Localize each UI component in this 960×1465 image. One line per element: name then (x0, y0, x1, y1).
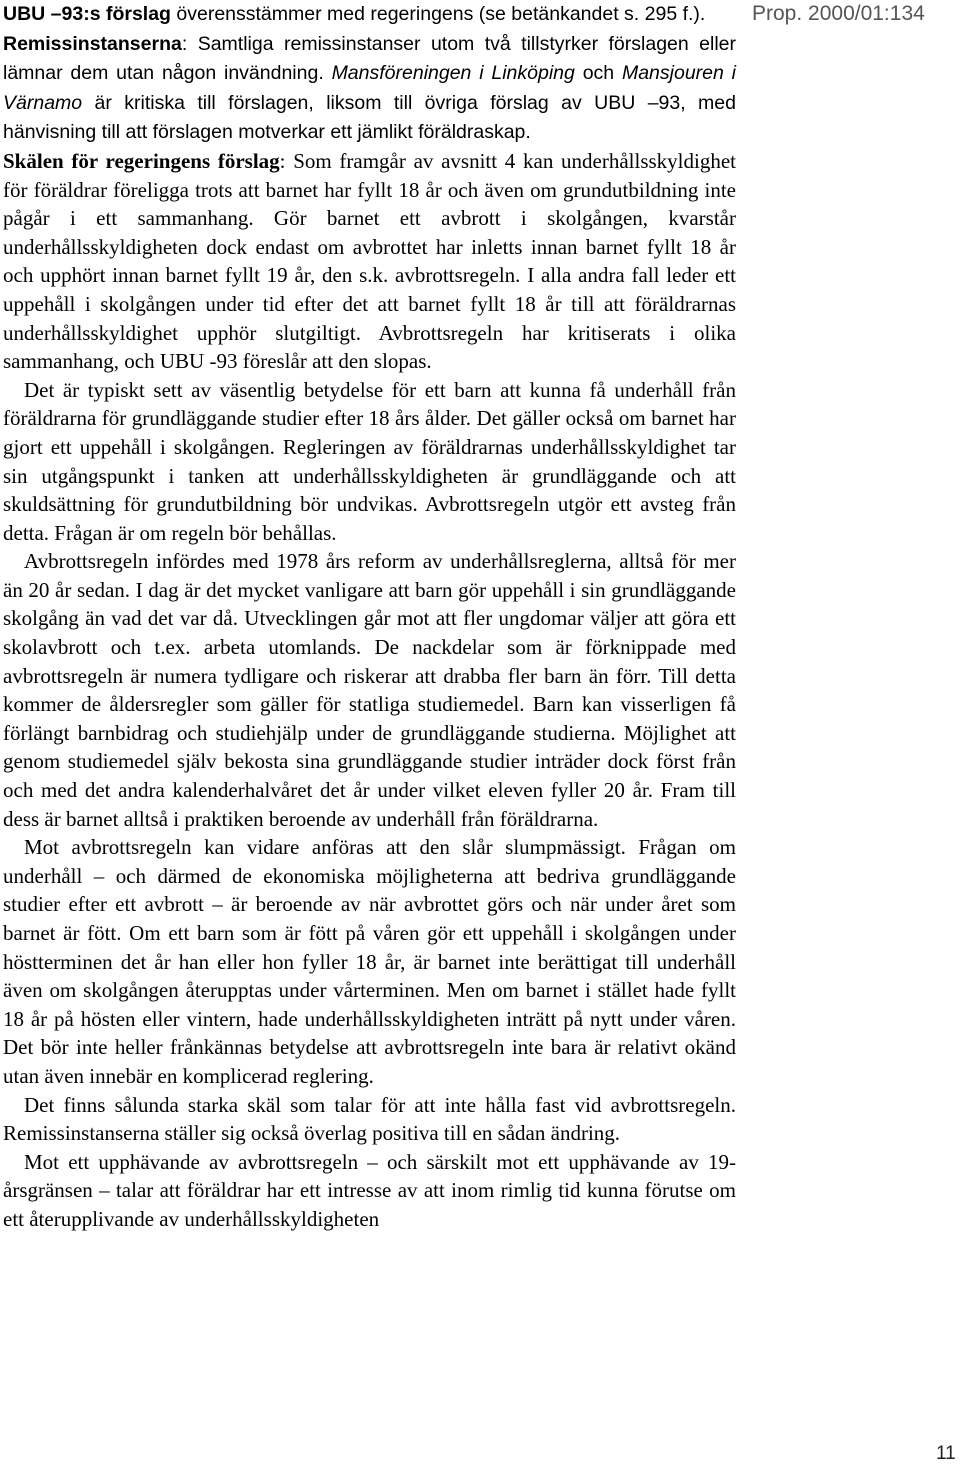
paragraph-p3 (3, 147, 736, 376)
text-run: Det finns sålunda starka skäl som talar för att inte hålla fast vid avbrottsregeln. Remissinstanserna ställer sig också överlag positiva till en sådan ändring. (3, 1092, 736, 1146)
italic-text-run: Mansjouren i Värnamo (3, 62, 737, 114)
italic-text-run: Mansföreningen i Linköping (331, 62, 575, 85)
paragraph-p4 (3, 376, 736, 548)
text-run: är kritiska till förslagen, liksom till övriga förslag av UBU –93, med hänvisning till att förslagen motverkar ett jämlikt föräldraskap. (3, 91, 736, 144)
text-run: Avbrottsregeln infördes med 1978 års reform av underhållsreglerna, alltså för mer än 20 år sedan. I dag är det mycket vanligare att barn gör uppehåll i sin grundläggande skolgång än vad det var då. Utvecklingen går mot att fler ungdomar väljer att göra ett skolavbrott och t.ex. arbeta utomlands. De nackdelar som är förknippade med avbrottsregeln är numera tydligare och riskerar att drabba fler barn än förr. Till detta kommer de åldersregler som gäller för statliga studiemedel. Barn kan visserligen få förlängt barnbidrag och studiehjälp under de grundläggande studierna. Möjlighet att genom studiemedel själv bekosta sina grundläggande studier inträder dock först från och med det andra kalenderhalvåret det år under vilket eleven fyller 20 år. Fram till dess är barnet alltså i praktiken beroende av underhåll från föräldrarna. (3, 549, 736, 831)
paragraph-p1 (3, 0, 736, 29)
text-run: överensstämmer med regeringens (se betänkandet s. 295 f.). (170, 3, 706, 25)
bold-text-run: Skälen för regeringens förslag (3, 148, 280, 173)
text-run: : Samtliga remissinstanser utom två tillstyrker förslagen eller lämnar dem utan någon invändning. (3, 32, 736, 85)
body-text-column (3, 0, 736, 1234)
proposition-reference: Prop. 2000/01:134 (752, 2, 925, 25)
bold-text-run: UBU –93:s förslag (3, 3, 171, 25)
page-number: 11 (936, 1443, 956, 1464)
text-run: Mot ett upphävande av avbrottsregeln – och särskilt mot ett upphävande av 19-årsgränsen – talar att föräldrar har ett intresse av att inom rimlig tid kunna förutse om ett återupplivande av underhållsskyldigheten (3, 1149, 736, 1231)
text-run: : Som framgår av avsnitt 4 kan underhållsskyldighet för föräldrar föreligga trots att barnet har fyllt 18 år och även om grundutbildning inte pågår i ett sammanhang. Gör barnet ett avbrott i skolgången, kvarstår underhållsskyldigheten dock endast om avbrottet har inletts innan barnet fyllt 18 år och upphört innan barnet fyllt 19 år, den s.k. avbrottsregeln. I alla andra fall leder ett uppehåll i skolgången under tid efter det att barnet fyllt 18 år till att föräldrarnas underhållsskyldighet upphör slutgiltigt. Avbrottsregeln har kritiserats i olika sammanhang, och UBU -93 föreslår att den slopas. (3, 148, 736, 374)
paragraph-p7 (3, 1091, 736, 1148)
paragraph-p8 (3, 1148, 736, 1234)
paragraph-p5 (3, 547, 736, 833)
paragraph-p6 (3, 833, 736, 1090)
bold-text-run: Remissinstanserna (3, 32, 182, 55)
text-run: och (574, 62, 622, 85)
text-run: Det är typiskt sett av väsentlig betydelse för ett barn att kunna få underhåll från föräldrarna för grundläggande studier efter 18 års ålder. Det gäller också om barnet har gjort ett uppehåll i skolgången. Regleringen av föräldrarnas underhållsskyldighet tar sin utgångspunkt i tanken att underhållsskyldigheten är grundläggande och att skuldsättning för grundutbildning bör undvikas. Avbrottsregeln utgör ett avsteg från detta. Frågan är om regeln bör behållas. (3, 377, 736, 545)
paragraph-p2 (3, 29, 736, 147)
text-run: Mot avbrottsregeln kan vidare anföras att den slår slumpmässigt. Frågan om underhåll – och därmed de ekonomiska möjligheterna att bedriva grundläggande studier efter ett avbrott – är beroende av när avbrottet görs och när under året som barnet är fött. Om ett barn som är fött på våren gör ett uppehåll i skolgången under höstterminen det år han eller hon fyller 18 år, är barnet inte berättigat till underhåll även om skolgången återupptas under vårterminen. Men om barnet i stället hade fyllt 18 år på hösten eller vintern, hade underhållsskyldigheten inträtt på nytt under våren. Det bör inte heller frånkännas betydelse att avbrottsregeln inte bara är relativt okänd utan även innebär en komplicerad reglering. (3, 835, 736, 1088)
